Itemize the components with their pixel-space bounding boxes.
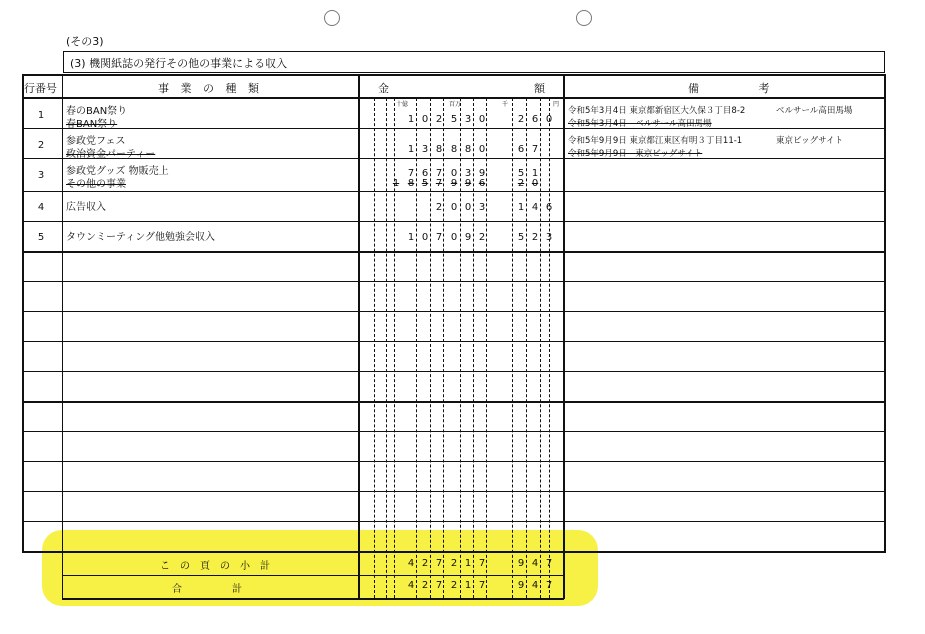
subtotal-digit: 1 [464, 558, 472, 569]
amount-digit: 6 [545, 202, 553, 213]
row-kind-3-old: その他の事業 [66, 179, 126, 190]
unit-hyakuman: 百万 [449, 101, 462, 108]
total-digit: 2 [450, 580, 458, 591]
amount-digit: 6 [517, 144, 525, 155]
total-digit: 1 [464, 580, 472, 591]
row-number-5: 5 [37, 232, 45, 243]
row-kind-4: 広告収入 [66, 202, 106, 213]
summary-left-border [62, 551, 63, 600]
amount-digit: 0 [421, 114, 429, 125]
subtotal-label: この頁の小計 [160, 561, 280, 572]
subtotal-digit: 4 [407, 558, 415, 569]
total-digit: 4 [407, 580, 415, 591]
amount-digit-old: 0 [531, 178, 539, 189]
punch-hole-left [324, 10, 340, 26]
table-row-border [22, 431, 886, 432]
section-title: (3) 機関紙誌の発行その他の事業による収入 [70, 57, 288, 70]
amount-digit: 2 [531, 232, 539, 243]
table-row-border [22, 491, 886, 492]
table-row-border [22, 191, 886, 192]
subtotal-digit: 9 [517, 558, 525, 569]
amount-digit: 7 [435, 232, 443, 243]
table-row-border [22, 371, 886, 372]
table-row-border [22, 341, 886, 342]
header-note: 備 考 [688, 82, 798, 95]
subtotal-digit: 7 [435, 558, 443, 569]
amount-digit: 1 [517, 202, 525, 213]
amount-digit: 8 [450, 144, 458, 155]
amount-digit: 5 [517, 168, 525, 179]
amount-digit: 0 [464, 202, 472, 213]
amount-digit: 7 [435, 168, 443, 179]
amount-digit: 1 [531, 168, 539, 179]
digit-separator [374, 98, 375, 598]
amount-digit-old: 6 [478, 178, 486, 189]
row-kind-1-old: 春BAN祭り [66, 119, 118, 130]
table-row-border [22, 128, 886, 129]
punch-hole-right [576, 10, 592, 26]
amount-digit: 5 [450, 114, 458, 125]
header-amount-left: 金 [378, 82, 389, 95]
amount-digit-old: 8 [407, 178, 415, 189]
amount-digit: 2 [435, 202, 443, 213]
table-row-border [22, 311, 886, 312]
header-row-no: 行番号 [24, 82, 57, 95]
total-bottom [62, 598, 564, 600]
amount-digit: 3 [421, 144, 429, 155]
header-kind: 事 業 の 種 類 [158, 82, 263, 95]
total-digit: 7 [545, 580, 553, 591]
row-note-1-old: 令和5年3月4日 ベルサール高田馬場 [568, 119, 712, 129]
subtotal-top [62, 551, 564, 552]
amount-digit: 8 [435, 144, 443, 155]
amount-digit: 0 [478, 144, 486, 155]
subtotal-digit: 7 [545, 558, 553, 569]
amount-digit-old: 9 [450, 178, 458, 189]
table-row-border [22, 461, 886, 462]
row-number-3: 3 [37, 170, 45, 181]
digit-separator [549, 98, 550, 598]
digit-separator [394, 98, 395, 598]
row-note-2: 令和5年9月9日 東京都江東区有明３丁目11-1 [568, 136, 743, 146]
subtotal-digit: 2 [421, 558, 429, 569]
amount-digit: 0 [421, 232, 429, 243]
row-kind-1: 春のBAN祭り [66, 106, 128, 117]
amount-digit: 5 [517, 232, 525, 243]
amount-digit: 0 [450, 202, 458, 213]
row-note-1-place: ベルサール高田馬場 [776, 106, 853, 116]
amount-digit: 1 [407, 114, 415, 125]
row-number-1: 1 [37, 110, 45, 121]
total-digit: 9 [517, 580, 525, 591]
amount-digit: 1 [407, 144, 415, 155]
subtotal-digit: 2 [450, 558, 458, 569]
row-kind-2-old: 政治資金パーティー [66, 149, 156, 160]
amount-digit-old: 2 [517, 178, 525, 189]
total-label: 合 計 [172, 584, 262, 595]
total-digit: 2 [421, 580, 429, 591]
table-row-border [22, 281, 886, 282]
amount-digit-old: 7 [435, 178, 443, 189]
subtotal-bottom [62, 575, 564, 576]
row-note-2-place: 東京ビッグサイト [776, 136, 844, 146]
amount-digit: 9 [478, 168, 486, 179]
amount-digit: 2 [478, 232, 486, 243]
unit-en: 円 [553, 101, 560, 108]
amount-digit: 6 [531, 114, 539, 125]
row-kind-2: 参政党フェス [66, 136, 126, 147]
row-number-2: 2 [37, 140, 45, 151]
amount-digit: 0 [545, 114, 553, 125]
col-kind-border [62, 74, 63, 552]
section-number: (その3) [66, 35, 104, 48]
row-kind-5: タウンミーティング他勉強会収入 [66, 232, 215, 243]
header-amount-right: 額 [534, 82, 545, 95]
amount-digit: 8 [464, 144, 472, 155]
amount-digit: 3 [464, 114, 472, 125]
row-note-1: 令和5年3月4日 東京都新宿区大久保３丁目8-2 [568, 106, 746, 116]
unit-jukkoku: 十億 [396, 101, 409, 108]
unit-sen: 千 [502, 101, 509, 108]
table-row-border [22, 251, 886, 253]
amount-digit-old: 9 [464, 178, 472, 189]
amount-digit-old: 5 [421, 178, 429, 189]
amount-digit: 3 [478, 202, 486, 213]
table-row-border [22, 221, 886, 222]
amount-digit: 0 [450, 232, 458, 243]
total-digit: 4 [531, 580, 539, 591]
amount-digit: 0 [450, 168, 458, 179]
amount-digit-old: 1 [392, 178, 400, 189]
amount-digit: 7 [531, 144, 539, 155]
amount-digit: 3 [545, 232, 553, 243]
subtotal-digit: 7 [478, 558, 486, 569]
subtotal-digit: 4 [531, 558, 539, 569]
table-row-border [22, 521, 886, 522]
row-note-2-old: 令和5年9月9日 東京ビッグサイト [568, 149, 703, 159]
amount-digit: 2 [517, 114, 525, 125]
amount-digit: 1 [407, 232, 415, 243]
digit-separator [386, 98, 387, 598]
amount-digit: 0 [478, 114, 486, 125]
amount-digit: 4 [531, 202, 539, 213]
amount-digit: 9 [464, 232, 472, 243]
amount-digit: 2 [435, 114, 443, 125]
amount-digit: 3 [464, 168, 472, 179]
row-kind-3: 参政党グッズ 物販売上 [66, 166, 169, 177]
amount-digit: 7 [407, 168, 415, 179]
table-row-border [22, 401, 886, 403]
table-right-border [884, 74, 886, 552]
row-number-4: 4 [37, 202, 45, 213]
total-digit: 7 [435, 580, 443, 591]
amount-digit: 6 [421, 168, 429, 179]
table-top-border [22, 74, 886, 76]
total-digit: 7 [478, 580, 486, 591]
